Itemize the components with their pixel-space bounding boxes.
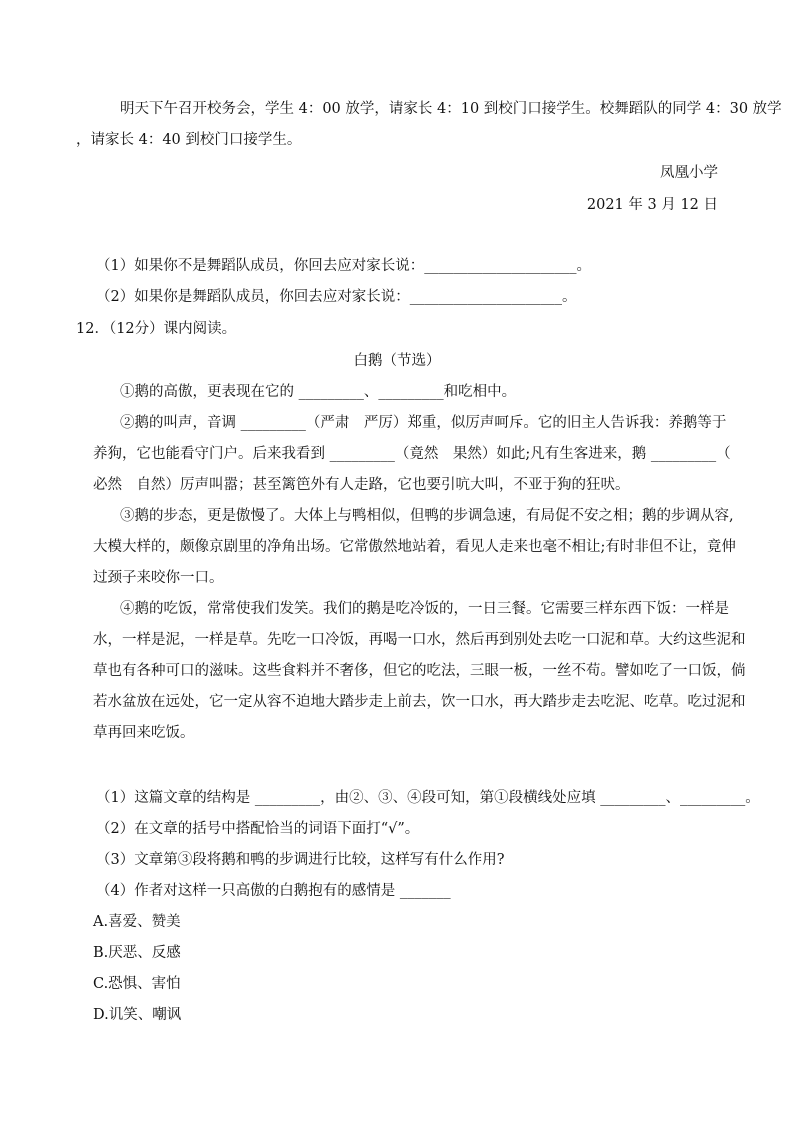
notice-signature: 凤凰小学 bbox=[660, 165, 718, 181]
q11-sub-question-1: （1）如果你不是舞蹈队成员，你回去应对家长说：_____________________。 bbox=[96, 258, 591, 274]
passage-paragraph-4-line: 水，一样是泥，一样是草。先吃一口冷饭，再喝一口水，然后再到别处去吃一口泥和草。大约这些泥和 bbox=[93, 632, 746, 648]
q11-sub-question-2: （2）如果你是舞蹈队成员，你回去应对家长说：_____________________。 bbox=[96, 289, 577, 305]
passage-paragraph-4-line: 草再回来吃饭。 bbox=[93, 725, 195, 741]
passage-paragraph-4-line: ④鹅的吃饭，常常使我们发笑。我们的鹅是吃冷饭的，一日三餐。它需要三样东西下饭：一样是 bbox=[120, 601, 729, 617]
option-c: C.恐惧、害怕 bbox=[93, 976, 181, 992]
q12-sub-question-3: （3）文章第③段将鹅和鸭的步调进行比较，这样写有什么作用? bbox=[96, 852, 505, 868]
passage-paragraph-3-line: 过颈子来咬你一口。 bbox=[93, 570, 224, 586]
passage-paragraph-2-line: 养狗，它也能看守门户。后来我看到 _________（竟然 果然）如此;凡有生客进来，鹅 _________（ bbox=[93, 446, 731, 462]
passage-paragraph-2-line: ②鹅的叫声，音调 _________（严肃 严厉）郑重，似厉声呵斥。它的旧主人告诉我：养鹅等于 bbox=[120, 415, 727, 431]
passage-title: 白鹅（节选） bbox=[353, 353, 441, 369]
passage-paragraph-1: ①鹅的高傲，更表现在它的 _________、_________和吃相中。 bbox=[120, 384, 517, 400]
option-b: B.厌恶、反感 bbox=[93, 945, 181, 961]
q12-sub-question-2: （2）在文章的括号中搭配恰当的词语下面打“√”。 bbox=[96, 821, 420, 837]
passage-paragraph-2-line: 必然 自然）厉声叫嚣；甚至篱笆外有人走路，它也要引吭大叫，不亚于狗的狂吠。 bbox=[93, 477, 630, 493]
q12-sub-question-1: （1）这篇文章的结构是 _________，由②、③、④段可知，第①段横线处应填 _________、_________。 bbox=[96, 790, 760, 806]
passage-paragraph-3-line: ③鹅的步态，更是傲慢了。大体上与鸭相似，但鸭的步调急速，有局促不安之相；鹅的步调从容, bbox=[120, 508, 734, 524]
passage-paragraph-4-line: 草也有各种可口的滋味。这些食料并不奢侈，但它的吃法，三眼一板，一丝不苟。譬如吃了一口饭，倘 bbox=[93, 663, 746, 679]
notice-date: 2021 年 3 月 12 日 bbox=[586, 197, 718, 213]
passage-paragraph-4-line: 若水盆放在远处，它一定从容不迫地大踏步走上前去，饮一口水，再大踏步走去吃泥、吃草。吃过泥和 bbox=[93, 694, 746, 710]
option-d: D.讥笑、嘲讽 bbox=[93, 1007, 182, 1023]
option-a: A.喜爱、赞美 bbox=[93, 914, 181, 930]
notice-line-2: ，请家长 4：40 到校门口接学生。 bbox=[76, 132, 302, 148]
q12-sub-question-4: （4）作者对这样一只高傲的白鹅抱有的感情是 _______ bbox=[96, 883, 451, 899]
q12-header: 12．（12分）课内阅读。 bbox=[76, 321, 237, 337]
passage-paragraph-3-line: 大模大样的，颇像京剧里的净角出场。它常傲然地站着，看见人走来也毫不相让;有时非但不让，竟伸 bbox=[93, 539, 736, 555]
notice-line-1: 明天下午召开校务会，学生 4：00 放学，请家长 4：10 到校门口接学生。校舞蹈队的同学 4：30 放学 bbox=[120, 101, 782, 117]
